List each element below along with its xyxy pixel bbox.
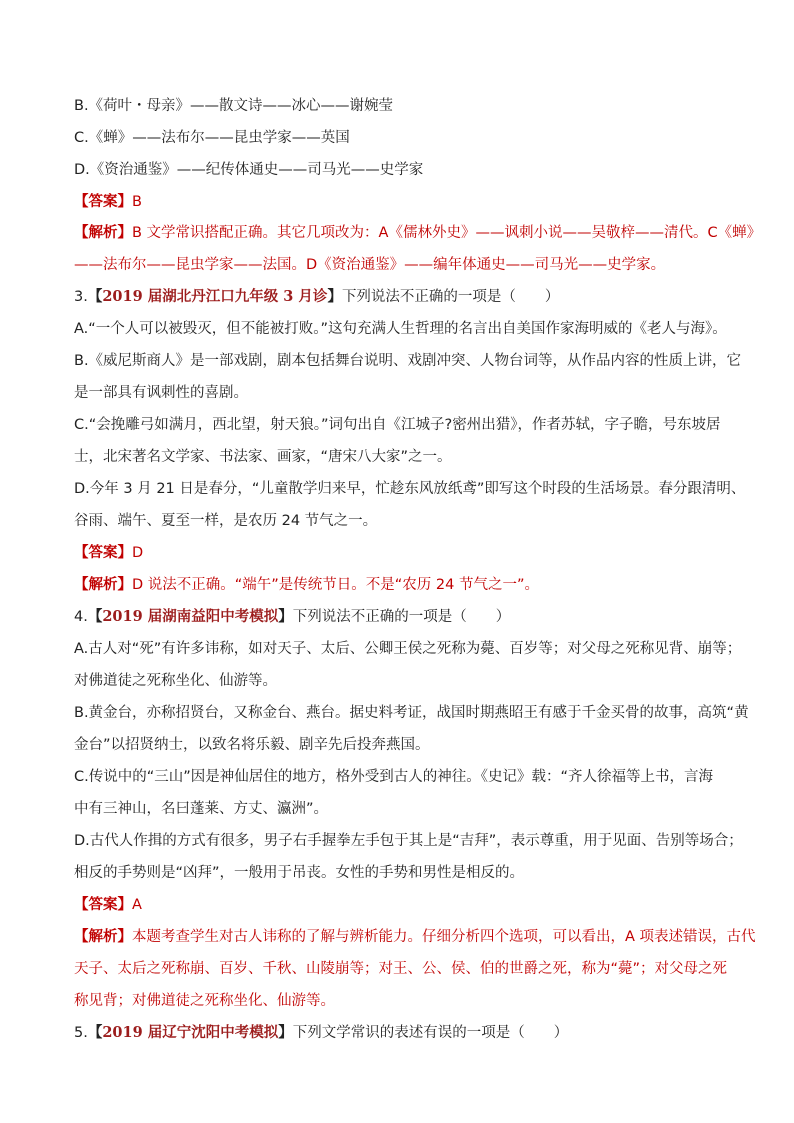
q3-option-d-line1: D.今年 3 月 21 日是春分，“儿童散学归来早，忙趁东风放纸鸢”即写这个时段的生活场景。春分跟清明、 (74, 481, 746, 497)
question-number: 5. (74, 1025, 88, 1041)
answer-value: B (132, 194, 142, 210)
q2-analysis-line2: ——法布尔——昆虫学家——法国。D《资治通鉴》——编年体通史——司马光——史学家。 (74, 257, 666, 273)
analysis-label: 【解析】 (74, 577, 132, 593)
q4-analysis-line3: 称见背；对佛道徒之死称坐化、仙游等。 (74, 993, 335, 1009)
q4-option-b-line1: B.黄金台，亦称招贤台，又称金台、燕台。据史料考证，战国时期燕昭王有感于千金买骨的故事，高筑“黄 (74, 705, 749, 721)
q4-option-a-line1: A.古人对“死”有许多讳称，如对天子、太后、公卿王侯之死称为薨、百岁等；对父母之死称见背、崩等； (74, 641, 742, 657)
q4-option-c-line2: 中有三神山，名曰蓬莱、方丈、瀛洲”。 (74, 801, 329, 817)
analysis-text: 本题考查学生对古人讳称的了解与辨析能力。仔细分析四个选项，可以看出，A 项表述错误，古代 (132, 929, 756, 945)
question-stem: 下列说法不正确的一项是（ ） (341, 289, 560, 305)
q4-analysis-line2: 天子、太后之死称崩、百岁、千秋、山陵崩等；对王、公、侯、伯的世爵之死，称为“薨”；对父母之死 (74, 961, 728, 977)
q2-option-b: B.《荷叶・母亲》——散文诗——冰心——谢婉莹 (74, 98, 394, 114)
q3-option-b-line1: B.《威尼斯商人》是一部戏剧，剧本包括舞台说明、戏剧冲突、人物台词等，从作品内容的性质上讲，它 (74, 353, 742, 369)
q3-option-b-line2: 是一部具有讽刺性的喜剧。 (74, 385, 248, 401)
q3-analysis (74, 575, 539, 595)
question-source: 2019 届湖北丹江口九年级 3 月诊 (102, 288, 328, 305)
question-source: 2019 届辽宁沈阳中考模拟 (102, 1024, 279, 1041)
q4-option-a-line2: 对佛道徒之死称坐化、仙游等。 (74, 673, 277, 689)
q4-answer (74, 895, 142, 915)
question-number: 3. (74, 289, 88, 305)
q3-option-c-line2: 士，北宋著名文学家、书法家、画家，“唐宋八大家”之一。 (74, 449, 452, 465)
q4-option-d-line1: D.古代人作揖的方式有很多，男子右手握拳左手包于其上是“吉拜”，表示尊重，用于见面、告别等场合； (74, 833, 743, 849)
analysis-text: B 文学常识搭配正确。其它几项改为：A《儒林外史》——讽刺小说——吴敬梓——清代。C《蝉》 (132, 225, 762, 241)
answer-value: D (132, 545, 144, 561)
question-stem: 下列文学常识的表述有误的一项是（ ） (292, 1025, 569, 1041)
question-source: 2019 届湖南益阳中考模拟 (102, 608, 279, 625)
analysis-label: 【解析】 (74, 929, 132, 945)
q2-analysis-line1 (74, 223, 761, 243)
answer-value: A (132, 897, 142, 913)
q3-option-d-line2: 谷雨、端午、夏至一样，是农历 24 节气之一。 (74, 513, 378, 529)
q4-option-d-line2: 相反的手势则是“凶拜”，一般用于吊丧。女性的手势和男性是相反的。 (74, 865, 525, 881)
answer-label: 【答案】 (74, 545, 132, 561)
question-number: 4. (74, 609, 88, 625)
answer-label: 【答案】 (74, 194, 132, 210)
analysis-text: D 说法不正确。“端午”是传统节日。不是“农历 24 节气之一”。 (132, 577, 539, 593)
q2-option-c: C.《蝉》——法布尔——昆虫学家——英国 (74, 130, 350, 146)
q3-option-c-line1: C.“会挽雕弓如满月，西北望，射天狼。”词句出自《江城子?密州出猎》，作者苏轼，字子瞻，号东坡居 (74, 417, 721, 433)
q4-header: 4.【2019 届湖南益阳中考模拟】下列说法不正确的一项是（ ） (74, 608, 511, 625)
q4-analysis-line1 (74, 927, 756, 947)
q3-header: 3.【2019 届湖北丹江口九年级 3 月诊】下列说法不正确的一项是（ ） (74, 288, 560, 305)
question-stem: 下列说法不正确的一项是（ ） (292, 609, 511, 625)
answer-label: 【答案】 (74, 897, 132, 913)
q4-option-c-line1: C.传说中的“三山”因是神仙居住的地方，格外受到古人的神往。《史记》载：“齐人徐福等上书，言海 (74, 769, 714, 785)
q2-answer (74, 192, 142, 212)
analysis-label: 【解析】 (74, 225, 132, 241)
q3-answer (74, 543, 143, 563)
q2-option-d: D.《资治通鉴》——纪传体通史——司马光——史学家 (74, 162, 424, 178)
q5-header: 5.【2019 届辽宁沈阳中考模拟】下列文学常识的表述有误的一项是（ ） (74, 1024, 569, 1041)
q4-option-b-line2: 金台”以招贤纳士，以致名将乐毅、剧辛先后投奔燕国。 (74, 737, 430, 753)
q3-option-a: A.“一个人可以被毁灭，但不能被打败。”这句充满人生哲理的名言出自美国作家海明威的《老人与海》。 (74, 321, 727, 337)
